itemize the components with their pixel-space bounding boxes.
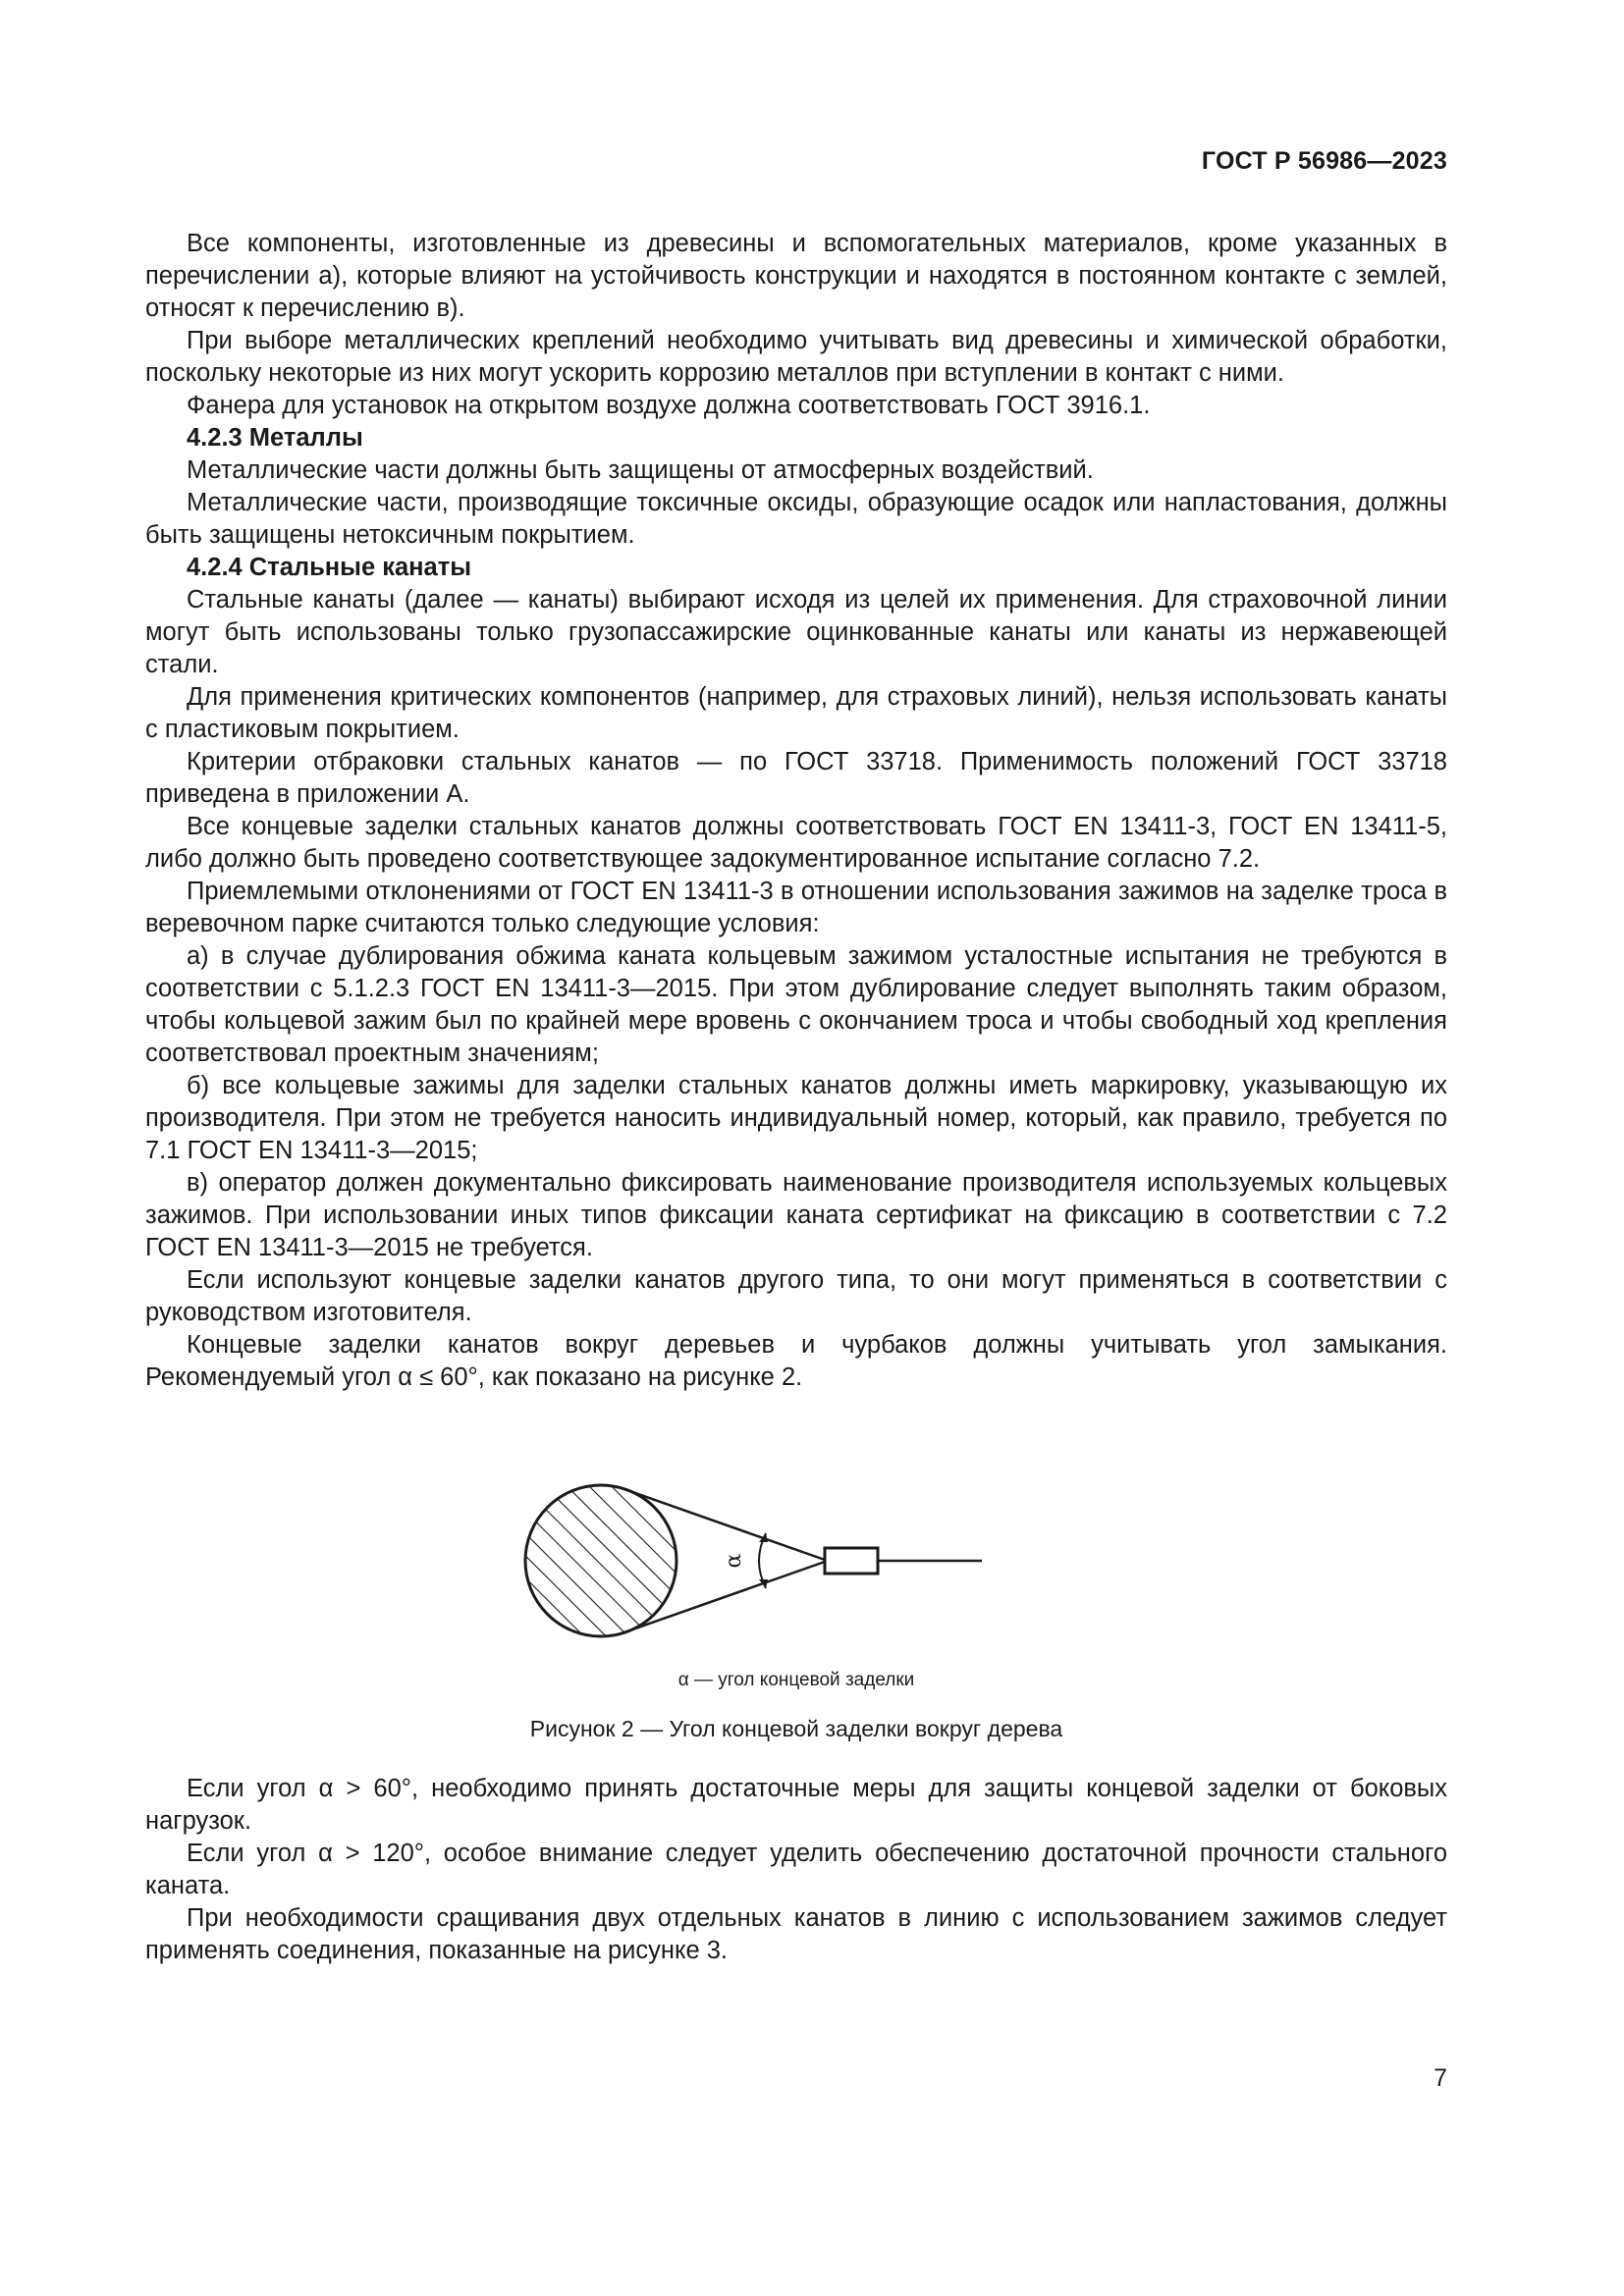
paragraph: Приемлемыми отклонениями от ГОСТ EN 13411-3 в отношении использования зажимов на заделке троса в веревочном парке считаются только следующие условия: <box>145 878 1447 937</box>
paragraph: Если используют концевые заделки канатов другого типа, то они могут применяться в соответствии с руководством изготовителя. <box>145 1266 1447 1326</box>
paragraph: При необходимости сращивания двух отдельных канатов в линию с использованием зажимов следует применять соединения, показанные на рисунке 3. <box>145 1904 1447 1964</box>
paragraph: Критерии отбраковки стальных канатов — по ГОСТ 33718. Применимость положений ГОСТ 33718 приведена в приложении А. <box>145 748 1447 808</box>
page-number: 7 <box>1434 2064 1447 2092</box>
paragraph: Концевые заделки канатов вокруг деревьев и чурбаков должны учитывать угол замыкания. Рекомендуемый угол α ≤ 60°, как показано на рисунке 2. <box>145 1331 1447 1391</box>
rope-clamp <box>825 1548 878 1574</box>
paragraph: Для применения критических компонентов (например, для страховых линий), нельзя использовать канаты с пластиковым покрытием. <box>145 683 1447 743</box>
paragraph: При выборе металлических креплений необходимо учитывать вид древесины и химической обработки, поскольку некоторые из них могут ускорить коррозию металлов при вступлении в контакт с ними. <box>145 327 1447 387</box>
paragraph: Стальные канаты (далее — канаты) выбирают исходя из целей их применения. Для страховочной линии могут быть использованы только грузопассажирские оцинкованные канаты или канаты из нержавеющей стали. <box>145 586 1447 678</box>
paragraph: Если угол α > 120°, особое внимание следует уделить обеспечению достаточной прочности стального каната. <box>145 1840 1447 1899</box>
rope-around-tree-diagram <box>520 1463 1051 1659</box>
figure-rope-termination-angle <box>520 1463 1051 1659</box>
list-item-b: б) все кольцевые зажимы для заделки стальных канатов должны иметь маркировку, указывающую их производителя. При этом не требуется наносить индивидуальный номер, который, как правило, требуется по 7.1 ГОСТ EN 13411-3—2015; <box>145 1072 1447 1164</box>
paragraph: Металлические части, производящие токсичные оксиды, образующие осадок или напластования, должны быть защищены нетоксичным покрытием. <box>145 489 1447 549</box>
figure-legend: α — угол концевой заделки <box>677 1670 915 1690</box>
angle-alpha-label: α <box>722 1553 746 1569</box>
list-item-v: в) оператор должен документально фиксировать наименование производителя используемых кольцевых зажимов. При использовании иных типов фиксации каната сертификат на фиксацию в соответствии с 7.2 ГОСТ EN 13411-3—2015 не требуется. <box>145 1169 1447 1261</box>
section-heading-metals: 4.2.3 Металлы <box>187 424 363 452</box>
document-header-standard-code: ГОСТ Р 56986—2023 <box>1201 147 1447 175</box>
body-text-after-figure <box>145 1773 1447 1967</box>
list-item-a: а) в случае дублирования обжима каната кольцевым зажимом усталостные испытания не требуются в соответствии с 5.1.2.3 ГОСТ EN 13411-3—2015. При этом дублирование следует выполнять таким образом, чтобы кольцевой зажим был по крайней мере вровень с окончанием троса и чтобы свободный ход крепления соответствовал проектным значениям; <box>145 942 1447 1067</box>
body-text <box>145 228 1447 1394</box>
figure-caption: Рисунок 2 — Угол концевой заделки вокруг дерева <box>529 1716 1063 1741</box>
paragraph: Все компоненты, изготовленные из древесины и вспомогательных материалов, кроме указанных в перечислении а), которые влияют на устойчивость конструкции и находятся в постоянном контакте с землей, относят к перечислению в). <box>145 230 1447 322</box>
paragraph: Все концевые заделки стальных канатов должны соответствовать ГОСТ EN 13411-3, ГОСТ EN 13411-5, либо должно быть проведено соответствующее задокументированное испытание согласно 7.2. <box>145 813 1447 873</box>
section-heading-steel-ropes: 4.2.4 Стальные канаты <box>187 554 472 581</box>
paragraph: Металлические части должны быть защищены от атмосферных воздействий. <box>187 456 1094 484</box>
paragraph: Если угол α > 60°, необходимо принять достаточные меры для защиты концевой заделки от боковых нагрузок. <box>145 1775 1447 1835</box>
paragraph: Фанера для установок на открытом воздухе должна соответствовать ГОСТ 3916.1. <box>187 392 1151 419</box>
